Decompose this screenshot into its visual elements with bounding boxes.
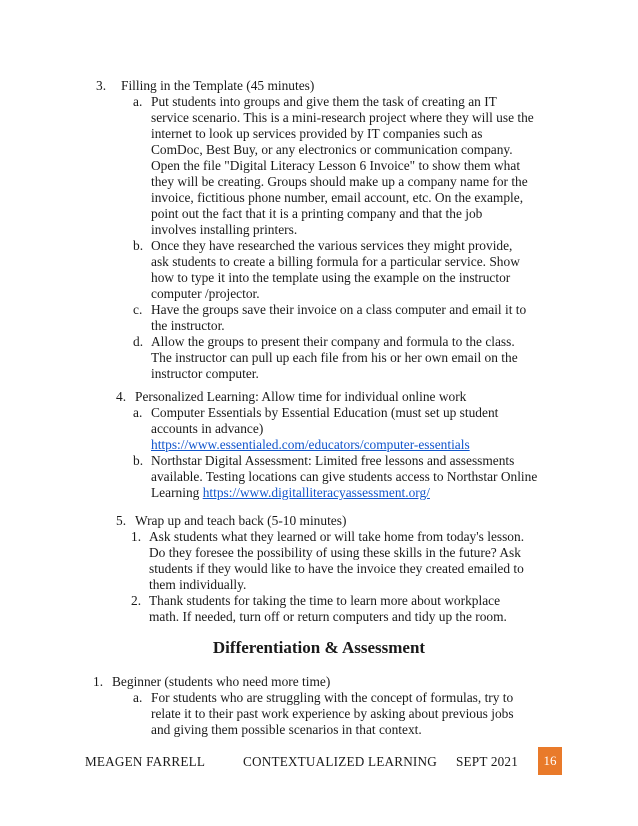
footer-date: SEPT 2021 bbox=[456, 754, 519, 769]
item-3a-line: point out the fact that it is a printing company and that the job bbox=[151, 206, 483, 221]
page-number-badge: 16 bbox=[538, 747, 562, 775]
item-3a-line: invoice, fictitious phone number, email account, etc. On the example, bbox=[151, 190, 524, 205]
item-5-2-line: Thank students for taking the time to learn more about workplace bbox=[149, 593, 501, 608]
item-beginner-a-line: relate it to their past work experience by asking about previous jobs bbox=[151, 706, 514, 721]
item-beginner-title: Beginner (students who need more time) bbox=[112, 674, 331, 689]
item-4a-line: accounts in advance) bbox=[151, 421, 264, 436]
item-4a-line: Computer Essentials by Essential Education (must set up student bbox=[151, 405, 499, 420]
item-number-4: 4. bbox=[116, 389, 127, 404]
item-3d-letter: d. bbox=[133, 334, 144, 349]
item-3d-line: The instructor can pull up each file from his or her own email on the bbox=[151, 350, 518, 365]
item-3c-line: Have the groups save their invoice on a class computer and email it to bbox=[151, 302, 527, 317]
item-3a-line: ComDoc, Best Buy, or any electronics or communication company. bbox=[151, 142, 513, 157]
item-4-title: Personalized Learning: Allow time for individual online work bbox=[135, 389, 467, 404]
item-5-1-line: them individually. bbox=[149, 577, 247, 592]
item-beginner-a-line: and giving them possible scenarios in that context. bbox=[151, 722, 422, 737]
item-3a-line: internet to look up services provided by IT companies such as bbox=[151, 126, 483, 141]
item-4b-last-line bbox=[151, 485, 430, 501]
item-3b-line: computer /projector. bbox=[151, 286, 260, 301]
northstar-link[interactable]: https://www.digitalliteracyassessment.org/ bbox=[202, 485, 430, 500]
item-beginner-a-letter: a. bbox=[133, 690, 143, 705]
item-5-1-line: Ask students what they learned or will take home from today's lesson. bbox=[149, 529, 525, 544]
item-3a-line: Put students into groups and give them the task of creating an IT bbox=[151, 94, 497, 109]
item-3d-line: instructor computer. bbox=[151, 366, 259, 381]
section-heading: Differentiation & Assessment bbox=[212, 638, 426, 657]
item-3d-line: Allow the groups to present their company and formula to the class. bbox=[151, 334, 515, 349]
item-4b-last-prefix: Learning bbox=[151, 485, 203, 500]
footer-title: CONTEXTUALIZED LEARNING bbox=[243, 754, 437, 769]
item-5-1-line: Do they foresee the possibility of using these skills in the future? Ask bbox=[149, 545, 521, 560]
item-5-1-number: 1. bbox=[131, 529, 142, 544]
item-3b-letter: b. bbox=[133, 238, 144, 253]
item-5-2-line: math. If needed, turn off or return computers and tidy up the room. bbox=[149, 609, 507, 624]
item-3b-line: how to type it into the template using the example on the instructor bbox=[151, 270, 511, 285]
item-5-title: Wrap up and teach back (5-10 minutes) bbox=[135, 513, 347, 528]
item-3c-letter: c. bbox=[133, 302, 143, 317]
item-3a-line: service scenario. This is a mini-research project where they will use the bbox=[151, 110, 534, 125]
item-4a-letter: a. bbox=[133, 405, 143, 420]
item-number-5: 5. bbox=[116, 513, 127, 528]
item-4b-line: available. Testing locations can give students access to Northstar Online bbox=[151, 469, 538, 484]
item-3a-line: Open the file "Digital Literacy Lesson 6 Invoice" to show them what bbox=[151, 158, 521, 173]
item-4b-letter: b. bbox=[133, 453, 144, 468]
item-3a-line: involves installing printers. bbox=[151, 222, 298, 237]
item-5-1-line: students if they would like to have the invoice they created emailed to bbox=[149, 561, 524, 576]
item-beginner-a-line: For students who are struggling with the concept of formulas, try to bbox=[151, 690, 514, 705]
item-3b-line: Once they have researched the various services they might provide, bbox=[151, 238, 513, 253]
item-3a-line: they will be creating. Groups should make up a company name for the bbox=[151, 174, 528, 189]
item-3b-line: ask students to create a billing formula for a particular service. Show bbox=[151, 254, 520, 269]
item-3-title: Filling in the Template (45 minutes) bbox=[121, 78, 315, 93]
item-5-2-number: 2. bbox=[131, 593, 142, 608]
essentialed-link[interactable]: https://www.essentialed.com/educators/computer-essentials bbox=[151, 437, 470, 452]
item-4b-line: Northstar Digital Assessment: Limited free lessons and assessments bbox=[151, 453, 515, 468]
item-3a-letter: a. bbox=[133, 94, 143, 109]
item-3c-line: the instructor. bbox=[151, 318, 225, 333]
item-beginner-number: 1. bbox=[93, 674, 104, 689]
footer-author: MEAGEN FARRELL bbox=[85, 754, 206, 769]
item-number-3: 3. bbox=[96, 78, 107, 93]
